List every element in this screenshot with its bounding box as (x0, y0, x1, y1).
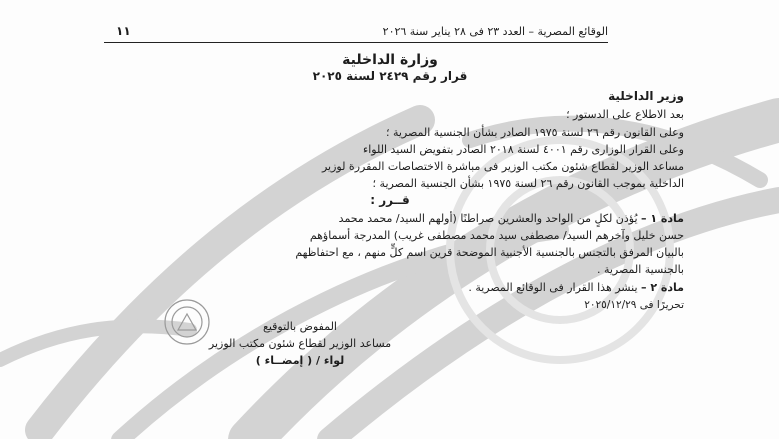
decision-number: قرار رقم ٢٤٢٩ لسنة ٢٠٢٥ (312, 69, 468, 83)
article-1-line: بالجنسية المصرية . (596, 263, 684, 276)
article-1-line: بالبيان المرفق بالتجنس بالجنسية الأجنبية الموضحة قرين اسم كلٍّ منهم ، مع احتفاظهم (295, 246, 684, 259)
preamble-line: وعلى القانون رقم ٢٦ لسنة ١٩٧٥ الصادر بشأن الجنسية المصرية ؛ (385, 126, 684, 139)
gazette-header-title: الوقائع المصرية – العدد ٢٣ فى ٢٨ يناير سنة ٢٠٢٦ (382, 25, 608, 38)
article-1-text: يُؤذن لكلٍ من الواحد والعشرين صراطنًا (أولهم السيد/ محمد محمد (338, 212, 638, 225)
preamble-line: وعلى القرار الوزارى رقم ٤٠٠١ لسنة ٢٠١٨ الصادر بتفويض السيد اللواء (363, 143, 684, 156)
preamble-line: مساعد الوزير لقطاع شئون مكتب الوزير فى مباشرة الاختصاصات المقررة لوزير (321, 160, 684, 173)
article-2-label: مادة ٢ – (641, 281, 684, 294)
preamble-line: الداخلية بموجب القانون رقم ٢٦ لسنة ١٩٧٥ بشأن الجنسية المصرية ؛ (372, 177, 684, 190)
signature-authorized: المفوض بالتوقيع (262, 320, 337, 333)
decides-heading: قــرر : (370, 193, 410, 207)
minister-title: وزير الداخلية (608, 89, 684, 103)
issue-date: تحريرًا فى ٢٠٢٥/١٢/٢٩ (584, 299, 684, 311)
article-1-first-line (339, 212, 684, 225)
ministry-title: وزارة الداخلية (342, 52, 438, 68)
article-1-label: مادة ١ – (641, 212, 684, 225)
article-2 (468, 281, 684, 294)
signature-title: مساعد الوزير لقطاع شئون مكتب الوزير (208, 337, 392, 350)
gazette-header (104, 22, 608, 43)
article-2-text: ينشر هذا القرار فى الوقائع المصرية . (468, 281, 638, 294)
signature-rank: لواء / ( إمضــاء ) (255, 354, 345, 367)
page-number: ١١ (116, 24, 131, 38)
article-1-line: حسن خليل وآخرهم السيد/ مصطفى سيد محمد مصطفى غريب) المدرجة أسماؤهم (309, 229, 684, 242)
preamble-line: بعد الاطلاع على الدستور ؛ (566, 108, 684, 121)
